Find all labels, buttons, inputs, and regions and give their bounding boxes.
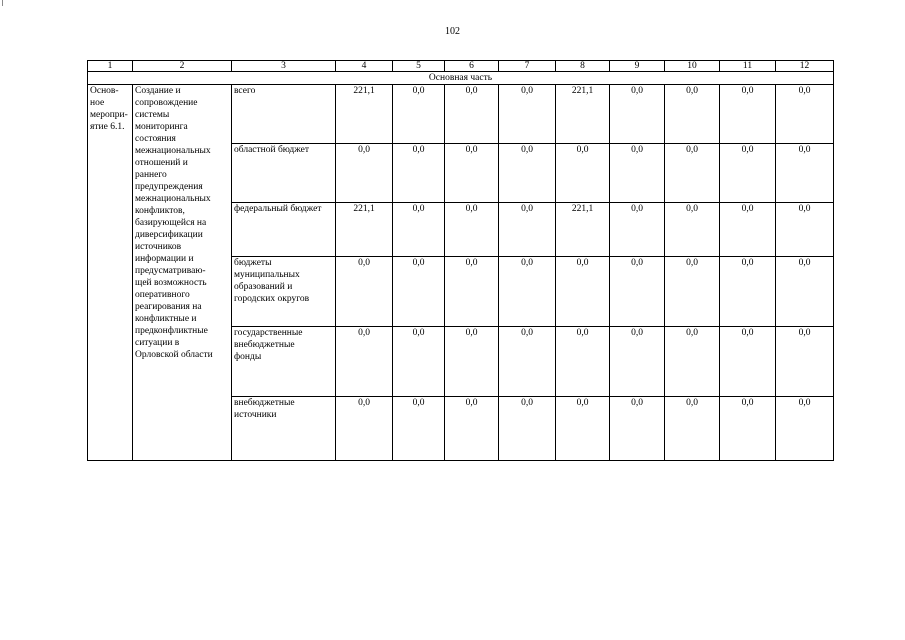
value-cell: 0,0 [776,397,834,461]
section-title: Основная часть [88,72,834,85]
source-line: фонды [234,352,262,362]
header-cell: 7 [499,61,556,72]
source-line: внебюджетные [234,398,295,408]
measure-cell [88,85,133,461]
title-line: предусматриваю- [135,266,206,276]
value-cell: 221,1 [556,85,610,144]
value-cell: 0,0 [499,397,556,461]
title-line: щей возможность [135,278,207,288]
title-line: Создание и [135,86,181,96]
margin-mark [2,0,3,6]
value-cell: 0,0 [499,257,556,327]
header-cell: 8 [556,61,610,72]
value-cell: 0,0 [610,85,665,144]
value-cell: 0,0 [556,144,610,203]
header-cell: 9 [610,61,665,72]
value-cell: 0,0 [720,327,776,397]
value-cell: 0,0 [445,397,499,461]
source-line: государственные [234,328,303,338]
value-cell: 0,0 [720,257,776,327]
header-row [88,61,834,72]
title-line: межнациональных [135,194,211,204]
source-line: источники [234,410,277,420]
value-cell: 0,0 [556,257,610,327]
header-cell: 6 [445,61,499,72]
value-cell: 0,0 [720,85,776,144]
source-line: внебюджетные [234,340,295,350]
funding-source [232,203,336,257]
value-cell: 0,0 [499,85,556,144]
header-cell: 12 [776,61,834,72]
funding-source [232,257,336,327]
value-cell: 0,0 [393,327,445,397]
value-cell: 0,0 [610,203,665,257]
source-line: образований и [234,282,293,292]
value-cell: 0,0 [776,203,834,257]
funding-source [232,144,336,203]
title-line: мониторинга [135,122,188,132]
value-cell: 0,0 [393,203,445,257]
value-cell: 0,0 [336,144,393,203]
title-line: межнациональных [135,146,211,156]
measure-line: ное [90,98,105,108]
source-line: муниципальных [234,270,300,280]
value-cell: 0,0 [776,144,834,203]
value-cell: 0,0 [720,203,776,257]
value-cell: 0,0 [720,144,776,203]
header-cell: 3 [232,61,336,72]
section-row [88,72,834,85]
title-line: системы [135,110,170,120]
table-row [88,85,834,144]
title-line: оперативного [135,290,190,300]
value-cell: 0,0 [393,257,445,327]
title-line: диверсификации [135,230,203,240]
title-line: информации и [135,254,194,264]
title-line: базирующейся на [135,218,207,228]
source-line: всего [234,86,256,96]
header-cell: 10 [665,61,720,72]
value-cell: 0,0 [499,327,556,397]
title-line: сопровождение [135,98,198,108]
value-cell: 221,1 [336,203,393,257]
title-line: состояния [135,134,176,144]
title-line: предупреждения [135,182,203,192]
value-cell: 0,0 [610,144,665,203]
measure-line: меропри- [90,110,128,120]
value-cell: 0,0 [720,397,776,461]
title-line: отношений и [135,158,188,168]
value-cell: 0,0 [393,144,445,203]
header-cell: 5 [393,61,445,72]
value-cell: 0,0 [665,257,720,327]
budget-table [87,60,834,461]
source-line: федеральный бюджет [234,204,322,214]
value-cell: 0,0 [610,257,665,327]
value-cell: 0,0 [393,397,445,461]
header-cell: 2 [133,61,232,72]
value-cell: 0,0 [499,144,556,203]
value-cell: 0,0 [665,327,720,397]
value-cell: 0,0 [445,203,499,257]
value-cell: 0,0 [393,85,445,144]
source-line: областной бюджет [234,145,310,155]
measure-title-cell [133,85,232,461]
value-cell: 0,0 [445,257,499,327]
funding-source [232,327,336,397]
value-cell: 0,0 [499,203,556,257]
header-cell: 1 [88,61,133,72]
funding-source [232,85,336,144]
value-cell: 0,0 [610,397,665,461]
page-number: 102 [445,26,460,37]
value-cell: 221,1 [556,203,610,257]
measure-line: Основ- [90,86,119,96]
source-line: городских округов [234,294,310,304]
value-cell: 0,0 [336,327,393,397]
funding-source [232,397,336,461]
value-cell: 0,0 [665,85,720,144]
source-line: бюджеты [234,258,272,268]
header-cell: 11 [720,61,776,72]
value-cell: 0,0 [556,397,610,461]
title-line: раннего [135,170,167,180]
value-cell: 221,1 [336,85,393,144]
title-line: конфликтов, [135,206,185,216]
value-cell: 0,0 [445,327,499,397]
title-line: источников [135,242,182,252]
value-cell: 0,0 [556,327,610,397]
value-cell: 0,0 [665,203,720,257]
header-cell: 4 [336,61,393,72]
value-cell: 0,0 [336,257,393,327]
value-cell: 0,0 [776,85,834,144]
value-cell: 0,0 [665,144,720,203]
value-cell: 0,0 [665,397,720,461]
value-cell: 0,0 [776,327,834,397]
title-line: конфликтные и [135,314,197,324]
value-cell: 0,0 [610,327,665,397]
title-line: ситуации в [135,338,180,348]
title-line: Орловской области [135,350,213,360]
value-cell: 0,0 [336,397,393,461]
value-cell: 0,0 [445,144,499,203]
value-cell: 0,0 [776,257,834,327]
measure-line: ятие 6.1. [90,122,125,132]
value-cell: 0,0 [445,85,499,144]
title-line: предконфликтные [135,326,208,336]
title-line: реагирования на [135,302,202,312]
